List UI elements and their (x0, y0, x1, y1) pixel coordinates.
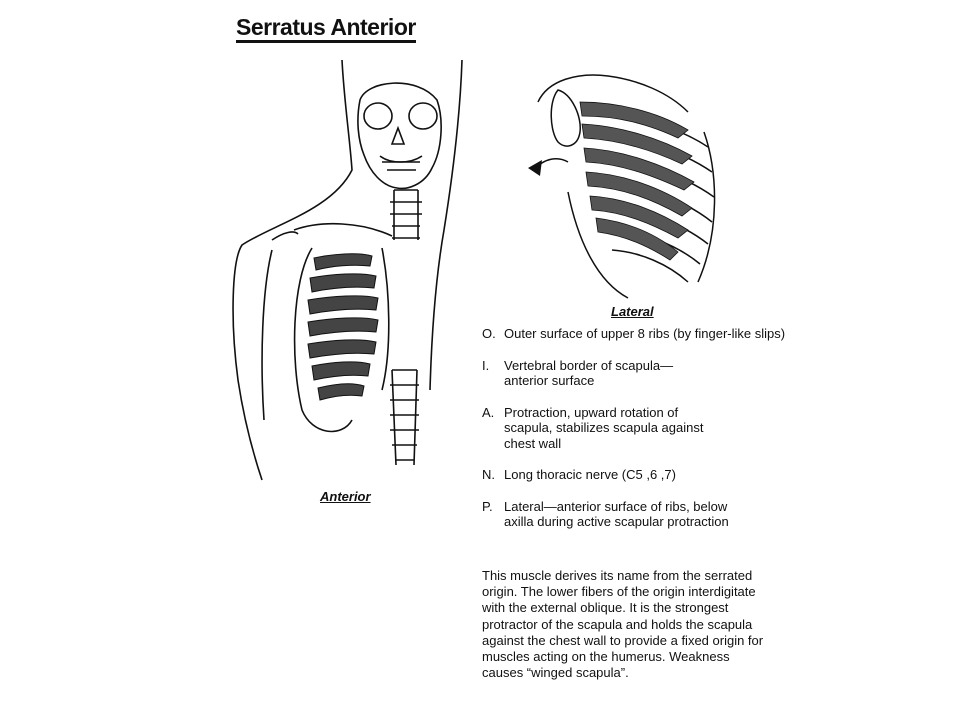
item-text: Vertebral border of scapula—anterior surface (504, 357, 674, 388)
item-key: I. (482, 357, 490, 373)
list-item-insertion (482, 358, 812, 389)
list-item-action (482, 405, 812, 452)
list-item-palpation (482, 499, 812, 530)
attachment-list (482, 326, 812, 546)
list-item-nerve (482, 467, 812, 483)
item-key: O. (482, 326, 496, 341)
item-key: P. (482, 498, 493, 514)
item-key: N. (482, 467, 495, 482)
item-text: Lateral—anterior surface of ribs, below axilla during active scapular protraction (504, 498, 729, 529)
item-text: Long thoracic nerve (C5 ,6 ,7) (504, 467, 676, 482)
anterior-caption: Anterior (320, 489, 371, 504)
description-paragraph: This muscle derives its name from the serrated origin. The lower fibers of the origin interdigitate with the external oblique. It is the strongest protractor of the scapula and holds the scapula against the chest wall to provide a fixed origin for muscles acting on the humerus. Weakness causes “winged scapula”. (482, 568, 764, 681)
item-text: Outer surface of upper 8 ribs (by finger-like slips) (504, 326, 786, 341)
lateral-illustration (528, 72, 723, 300)
lateral-caption: Lateral (611, 304, 654, 319)
list-item-origin (482, 326, 812, 342)
page-title: Serratus Anterior (236, 14, 416, 43)
item-key: A. (482, 404, 495, 420)
anterior-illustration (232, 60, 472, 485)
item-text: Protraction, upward rotation of scapula, stabilizes scapula against chest wall (504, 404, 704, 451)
